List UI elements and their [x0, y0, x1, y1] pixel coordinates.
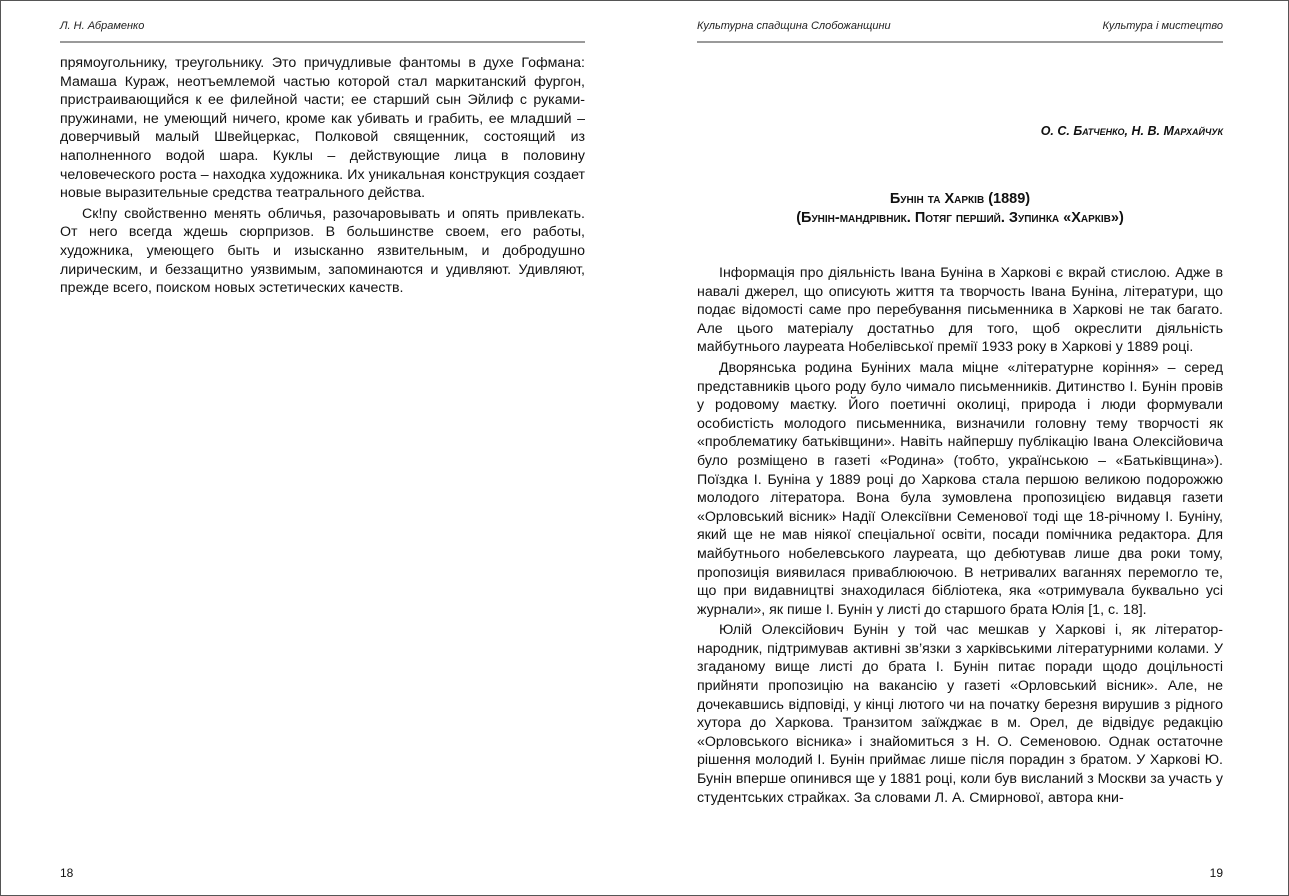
article-authors: О. С. Батченко, Н. В. Мархайчук — [1040, 124, 1223, 138]
paragraph: прямоугольнику, треугольнику. Это причудливые фантомы в духе Гофмана: Мамаша Кураж, неотъемлемой частью которой стал маркитанский фургон, пристраивающийся к ее филейной части; ее старший сын Эйлиф с руками-пружинами, не умеющий ничего, кроме как убивать и грабить, ее младший – доверчивый малый Швейцеркас, Полковой священник, состоящий из наполненного водой шара. Куклы – действующие лица в половину человеческого роста – находка художника. Их уникальная конструкция создает новые выразительные средства театрального действа. — [60, 55, 585, 202]
title-line-2: (Бунін-мандрівник. Потяг перший. Зупинка «Харків») — [796, 210, 1124, 226]
article-title — [697, 190, 1223, 228]
right-page — [697, 0, 1223, 896]
page-number: 19 — [1209, 866, 1223, 880]
page-number: 18 — [60, 866, 74, 880]
left-page — [60, 0, 585, 896]
left-body-text — [60, 54, 585, 300]
paragraph: Інформація про діяльність Івана Буніна в Харкові є вкрай стислою. Адже в навалі джерел, що описують життя та творчость Івана Буніна, літератури, що подає відомості саме про перебування письменника в Харкові не так багато. Але цього матеріалу достатньо для того, щоб окреслити діяльність майбутнього лауреата Нобелівської премії 1933 року в Харкові у 1889 році. — [697, 265, 1223, 356]
header-rule — [60, 41, 585, 43]
header-rule — [697, 41, 1223, 43]
title-line-1: Бунін та Харків (1889) — [889, 191, 1031, 207]
paragraph: Дворянська родина Буніних мала міцне «літературне коріння» – серед представників цього роду було чимало письменників. Дитинство І. Бунін провів у родовому маєтку. Його поетичні околиці, природа і люди формували особистість молодого письменника, визначили головну тему творчості як «проблематику батьківщини». Навіть найпершу публікацію Івана Олексійовича було розміщено в газеті «Родина» (тобто, українською – «Батьківщина»). Поїздка І. Буніна у 1889 році до Харкова стала першою великою подорожжю молодого літератора. Вона була зумовлена пропозицією видавця газети «Орловський вісник» Надії Олексіївни Семенової тоді ще 18-річному І. Буніну, який ще не мав ніякої спеціальної освіти, посади помічника редактора. Для майбутнього нобелевського лауреата, що дебютував лише два роки тому, пропозиція виявилася приваблюючою. В нетривалих ваганнях перемогло те, що при видавництві знаходилася бібліотека, яка «отримувала буквально усі журнали», як пише І. Бунін у листі до старшого брата Юлія [1, с. 18]. — [697, 359, 1223, 618]
right-body-text — [697, 264, 1223, 809]
left-running-head — [60, 20, 585, 42]
running-head-author: Л. Н. Абраменко — [60, 20, 145, 32]
right-running-head — [697, 20, 1223, 42]
paragraph: Ск!пу свойственно менять обличья, разочаровывать и опять привлекать. От него всегда ждешь сюрпризов. В большинстве своем, его работы, художника, умеющего быть и изысканно язвительным, и добродушно лирическим, и беззащитно уязвимым, запоминаются и удивляют. Удивляют, прежде всего, поиском новых эстетических качеств. — [60, 205, 585, 297]
running-head-section: Культура і мистецтво — [1102, 20, 1223, 32]
paragraph: Юлій Олексійович Бунін у той час мешкав у Харкові і, як літератор-народник, підтримував активні зв’язки з харківськими літературними колами. У згаданому вище листі до брата І. Бунін питає поради щодо доцільності прийняти пропозицію на вакансію у газеті «Орловський вісник». Але, не дочекавшись відповіді, у кінці лютого чи на початку березня вирушив з рідного хутора до Харкова. Транзитом заїжджає в м. Орел, де відвідує редакцію «Орловського вісника» і знайомиться з Н. О. Семеновою. Однак остаточне рішення молодий І. Бунін приймає лише після порадин з братом. У Харкові Ю. Бунін вперше опинився ще у 1881 році, коли був висланий з Москви за участь у студентських страйках. За словами Л. А. Смирнової, автора кни- — [697, 622, 1223, 806]
running-head-journal: Культурна спадщина Слобожанщини — [697, 20, 891, 32]
